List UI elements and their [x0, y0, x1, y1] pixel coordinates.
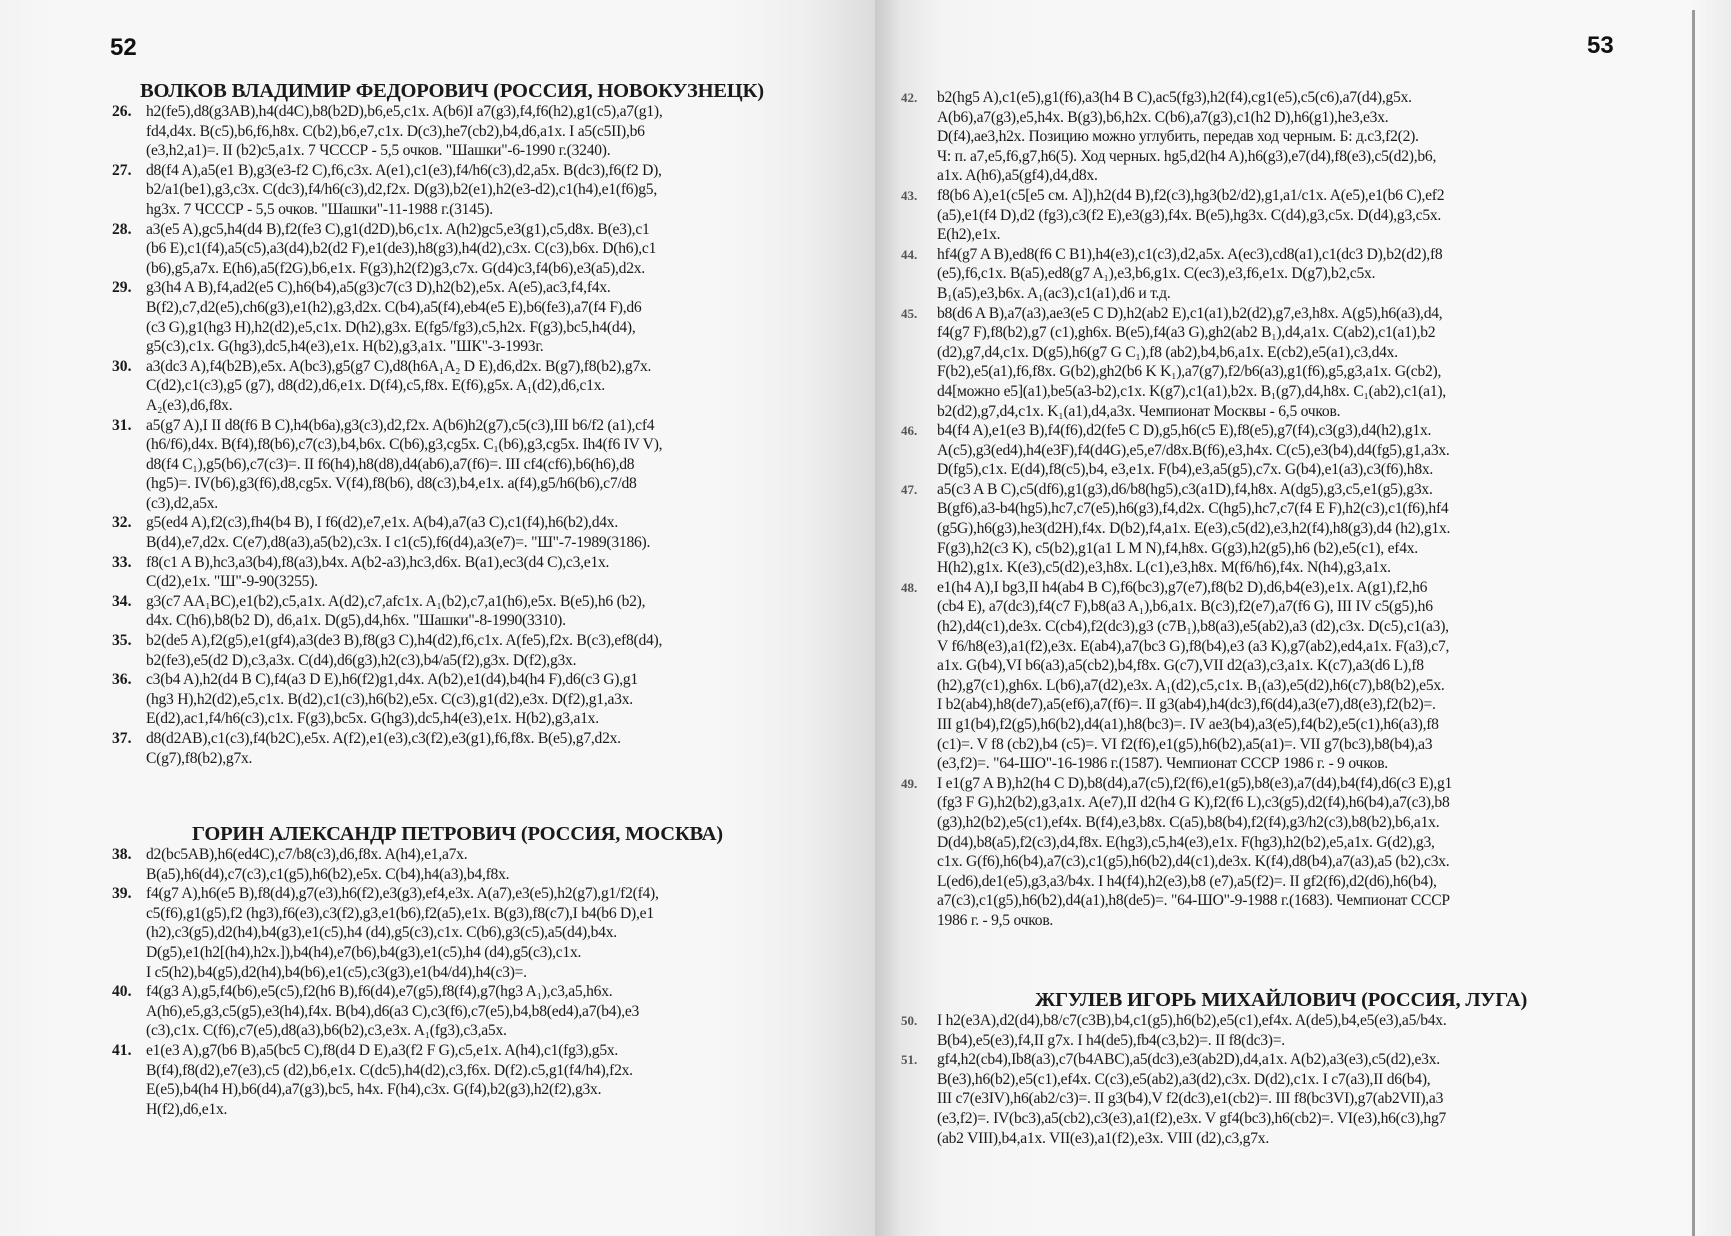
- entry-notation: [146, 1041, 812, 1119]
- notation-line: c1x. G(f6),h6(b4),a7(c3),c1(g5),h6(b2),d4(c1),de3x. K(f4),d8(b4),a7(a3),a5 (b2),c3x.: [937, 853, 1450, 871]
- notation-line: (h2),d4(c1),de3x. C(cb4),f2(dc3),g3 (c7B₁),b8(a3),e5(ab2),a3 (d2),c3x. D(c5),c1(a3),: [937, 618, 1449, 636]
- notation-line: III g1(b4),f2(g5),h6(b2),d4(a1),h8(bc3)=. IV ae3(b4),a3(e5),f4(b2),e5(c1),h6(a3),f8: [937, 716, 1439, 733]
- notation-line: (h2),c3(g5),d2(h4),b4(g3),e1(c5),h4 (d4),g5(c3),c1x. C(b6),g3(c5),a5(d4),b4x.: [146, 924, 617, 942]
- entry-item: [901, 480, 1681, 578]
- notation-line: (d2),g7,d4,c1x. D(g5),h6(g7 G C₁),f8 (ab2),b4,b6,a1x. E(cb2),e5(a1),c3,d4x.: [937, 343, 1398, 361]
- entry-notation: [146, 592, 812, 631]
- entry-number: 38.: [112, 846, 132, 863]
- notation-line: a1x. A(h6),a5(gf4),d4,d8x.: [937, 167, 1098, 185]
- notation-line: H(h2),g1x. K(e3),c5(d2),e3,h8x. L(c1),e3,h8x. M(f6/h6),f4x. N(h4),g3,a1x.: [937, 559, 1391, 577]
- notation-line: B(e3),h6(b2),e5(c1),ef4x. C(c3),e5(ab2),a3(d2),c3x. D(d2),c1x. I c7(a3),II d6(b4),: [937, 1070, 1431, 1088]
- entry-number: 40.: [112, 983, 132, 1001]
- entry-number: 33.: [112, 553, 132, 571]
- entry-list-zhgulev: [901, 1011, 1681, 1148]
- notation-line: D(d4),b8(a5),f2(c3),d4,f8x. E(hg3),c5,h4(e3),e1x. F(hg3),h2(b2),e5,a1x. G(d2),g3,: [937, 833, 1435, 851]
- notation-line: (cb4 E), a7(dc3),f4(c7 F),b8(a3 A₁),b6,a1x. B(c3),f2(e7),a7(f6 G), III IV c5(g5),h6: [937, 598, 1433, 616]
- notation-line: c3(b4 A),h2(d4 B C),f4(a3 D E),h6(f2)g1,d4x. A(b2),e1(d4),b4(h4 F),d6(c3 G),g1: [146, 671, 638, 689]
- notation-line: (e3,f2)=. "64-ШО"-16-1986 г.(1587). Чемпионат СССР 1986 г. - 9 очков.: [937, 755, 1388, 773]
- entry-number: 39.: [112, 885, 132, 903]
- entry-item: [112, 729, 812, 768]
- entry-notation: [146, 357, 812, 416]
- entry-item: [112, 592, 812, 631]
- notation-line: d8(f4 C₁),g5(b6),c7(c3)=. II f6(h4),h8(d8),d4(ab6),a7(f6)=. III cf4(cf6),b6(h6),d8: [146, 455, 635, 473]
- section-heading-zhgulev: ЖГУЛЕВ ИГОРЬ МИХАЙЛОВИЧ (РОССИЯ, ЛУГА): [1035, 989, 1528, 1011]
- notation-line: g5(c3),c1x. G(hg3),dc5,h4(e3),e1x. H(b2),g3,a1x. "ШК"-3-1993г.: [146, 338, 544, 356]
- notation-line: B(f4),f8(d2),e7(e3),c5 (d2),b6,e1x. C(dc5),h4(d2),c3,f6x. D(f2).c5,g1(f4/h4),f2x.: [146, 1061, 633, 1079]
- entry-item: [112, 884, 812, 982]
- entry-notation: [937, 88, 1681, 186]
- notation-line: d2(bc5AB),h6(ed4C),c7/b8(c3),d6,f8x. A(h4),e1,a7x.: [146, 846, 468, 863]
- notation-line: f8(b6 A),e1(c5[e5 см. A]),h2(d4 B),f2(c3),hg3(b2/d2),g1,a1/c1x. A(e5),e1(b6 C),ef2: [937, 186, 1445, 204]
- entry-notation: [146, 631, 812, 670]
- entry-item: [112, 1041, 812, 1119]
- notation-line: b8(d6 A B),a7(a3),ae3(e5 C D),h2(ab2 E),c1(a1),b2(d2),g7,e3,h8x. A(g5),h6(a3),d4,: [937, 304, 1443, 322]
- notation-line: f4(g7 F),f8(b2),g7 (c1),gh6x. B(e5),f4(a3 G),gh2(ab2 B₁),d4,a1x. C(ab2),c1(a1),b2: [937, 324, 1436, 342]
- notation-line: (e5),f6,c1x. B(a5),ed8(g7 A₁),e3,b6,g1x. C(ec3),e3,f6,e1x. D(g7),b2,c5x.: [937, 265, 1376, 283]
- notation-line: hf4(g7 A B),ed8(f6 C B1),h4(e3),c1(c3),d2,a5x. A(ec3),cd8(a1),c1(dc3 D),b2(d2),f8: [937, 245, 1443, 263]
- notation-line: h2(fe5),d8(g3AB),h4(d4C),b8(b2D),b6,e5,c1x. A(b6)I a7(g3),f4,f6(h2),g1(c5),a7(g1),: [146, 103, 663, 120]
- notation-line: d4[можно e5](a1),be5(a3-b2),c1x. K(g7),c1(a1),b2x. B₁(g7),d4,h8x. C₁(ab2),c1(a1),: [937, 382, 1446, 400]
- entry-item: [901, 774, 1681, 931]
- entry-notation: [146, 553, 812, 592]
- notation-line: d8(d2AB),c1(c3),f4(b2C),e5x. A(f2),e1(e3),c3(f2),e3(g1),f6,f8x. B(e5),g7,d2x.: [146, 730, 621, 747]
- entry-item: [112, 416, 812, 514]
- notation-line: a7(c3),c1(g5),h6(b2),d4(a1),h8(de5)=. "64-ШО"-9-1988 г.(1683). Чемпионат СССР: [937, 892, 1450, 910]
- entry-item: [112, 631, 812, 670]
- notation-line: A(b6),a7(g3),e5,h4x. B(g3),b6,h2x. C(b6),a7(g3),c1(h2 D),h6(g1),he3,e3x.: [937, 108, 1389, 126]
- notation-line: a5(g7 A),I II d8(f6 B C),h4(b6a),g3(c3),d2,f2x. A(b6)h2(g7),c5(c3),III b6/f2 (a1),cf4: [146, 416, 655, 434]
- notation-line: B(d4),e7,d2x. C(e7),d8(a3),a5(b2),c3x. I c1(c5),f6(d4),a3(e7)=. "Ш"-7-1989(3186).: [146, 534, 651, 552]
- notation-line: b2(de5 A),f2(g5),e1(gf4),a3(de3 B),f8(g3 C),h4(d2),f6,c1x. A(fe5),f2x. B(c3),ef8(d4),: [146, 632, 663, 650]
- notation-line: 1986 г. - 9,5 очков.: [937, 911, 1054, 929]
- notation-line: (c3 G),g1(hg3 H),h2(d2),e5,c1x. D(h2),g3x. E(fg5/fg3),c5,h2x. F(g3),bc5,h4(d4),: [146, 318, 636, 336]
- section-heading-gorin: ГОРИН АЛЕКСАНДР ПЕТРОВИЧ (РОССИЯ, МОСКВА): [192, 823, 723, 845]
- entry-number: 31.: [112, 416, 132, 434]
- page-number-left: 52: [110, 34, 137, 61]
- entry-item: [112, 220, 812, 279]
- notation-line: a5(c3 A B C),c5(df6),g1(g3),d6/b8(hg5),c3(a1D),f4,h8x. A(dg5),g3,c5,e1(g5),g3x.: [937, 480, 1433, 498]
- entry-number: 35.: [112, 632, 132, 650]
- notation-line: D(f4),ae3,h2x. Позицию можно углубить, передав ход черным. Б: д.c3,f2(2).: [937, 128, 1419, 146]
- entry-item: [112, 845, 812, 884]
- entry-notation: [146, 220, 812, 279]
- notation-line: b2(hg5 A),c1(e5),g1(f6),a3(h4 B C),ac5(fg3),h2(f4),cg1(e5),c5(c6),a7(d4),g5x.: [937, 89, 1412, 106]
- notation-line: B(a5),h6(d4),c7(c3),c1(g5),h6(b2),e5x. C(b4),h4(a3),b4,f8x.: [146, 865, 510, 883]
- notation-line: e1(h4 A),I bg3,II h4(ab4 B C),f6(bc3),g7(e7),f8(b2 D),d6,b4(e3),e1x. A(g1),f2,h6: [937, 578, 1428, 596]
- entry-item: [112, 982, 812, 1041]
- entry-item: [901, 304, 1681, 422]
- entry-number: 29.: [112, 279, 132, 297]
- notation-line: a3(e5 A),gc5,h4(d4 B),f2(fe3 C),g1(d2D),b6,c1x. A(h2)gc5,e3(g1),c5,d8x. B(e3),c1: [146, 220, 650, 238]
- entry-item: [901, 578, 1681, 774]
- entry-number: 42.: [901, 90, 918, 105]
- notation-line: D(fg5),c1x. E(d4),f8(c5),b4, e3,e1x. F(b4),e3,a5(g5),c7x. G(b4),e1(a3),c3(f6),h8x.: [937, 461, 1434, 479]
- entry-notation: [937, 245, 1681, 304]
- notation-line: f4(g3 A),g5,f4(b6),e5(c5),f2(h6 B),f6(d4),e7(g5),f8(f4),g7(hg3 A₁),c3,a5,h6x.: [146, 983, 613, 1001]
- entry-item: [112, 357, 812, 416]
- notation-line: d8(f4 A),a5(e1 B),g3(e3-f2 C),f6,c3x. A(e1),c1(e3),f4/h6(c3),d2,a5x. B(dc3),f6(f2 D),: [146, 161, 662, 179]
- notation-line: c5(f6),g1(g5),f2 (hg3),f6(e3),c3(f2),g3,e1(b6),f2(a5),e1x. B(g3),f8(c7),I b4(b6 D),e1: [146, 904, 654, 922]
- notation-line: E(e5),b4(h4 H),b6(d4),a7(g3),bc5, h4x. F(h4),c3x. G(f4),b2(g3),h2(f2),g3x.: [146, 1081, 602, 1099]
- entry-notation: [146, 884, 812, 982]
- notation-line: (h6/f6),d4x. B(f4),f8(b6),c7(c3),b4,b6x. C(b6),g3,cg5x. C₁(b6),g3,cg5x. Ih4(f6 IV V),: [146, 436, 663, 454]
- notation-line: A(h6),e5,g3,c5(g5),e3(h4),f4x. B(b4),d6(a3 C),c3(f6),c7(e5),b4,b8(ed4),a7(b4),e3: [146, 1002, 640, 1020]
- notation-line: g3(h4 A B),f4,ad2(e5 C),h6(b4),a5(g3)c7(c3 D),h2(b2),e5x. A(e5),ac3,f4,f4x.: [146, 279, 611, 297]
- entry-item: [901, 186, 1681, 245]
- entry-list-continued: [901, 88, 1681, 931]
- notation-line: (g5G),h6(g3),he3(d2H),f4x. D(b2),f4,a1x. E(e3),c5(d2),e3,h2(f4),h8(g3),d4 (h2),g1x.: [937, 520, 1451, 538]
- notation-line: C(d2),e1x. "Ш"-9-90(3255).: [146, 573, 318, 591]
- notation-line: I c5(h2),b4(g5),d2(h4),b4(b6),e1(c5),c3(g3),e1(b4/d4),h4(c3)=.: [146, 963, 527, 981]
- entry-number: 47.: [901, 481, 918, 497]
- entry-number: 37.: [112, 730, 132, 747]
- entry-number: 45.: [901, 305, 918, 321]
- entry-number: 30.: [112, 357, 132, 375]
- notation-line: Ч: п. a7,e5,f6,g7,h6(5). Ход черных. hg5,d2(h4 A),h6(g3),e7(d4),f8(e3),c5(d2),b6,: [937, 147, 1437, 165]
- notation-line: (e3,h2,a1)=. II (b2)c5,a1x. 7 ЧСССР - 5,5 очков. "Шашки"-6-1990 г.(3240).: [146, 142, 611, 160]
- entry-number: 32.: [112, 514, 132, 532]
- entry-notation: [937, 480, 1681, 578]
- entry-notation: [146, 513, 812, 552]
- entry-item: [901, 421, 1681, 480]
- notation-line: B(f2),c7,d2(e5),ch6(g3),e1(h2),g3,d2x. C(b4),a5(f4),eb4(e5 E),b6(fe3),a7(f4 F),d6: [146, 298, 642, 316]
- notation-line: gf4,h2(cb4),Ib8(a3),c7(b4ABC),a5(dc3),e3(ab2D),d4,a1x. A(b2),a3(e3),c5(d2),e3x.: [937, 1051, 1440, 1069]
- entry-notation: [146, 161, 812, 220]
- notation-line: b2(d2),g7,d4,c1x. K₁(a1),d4,a3x. Чемпионат Москвы - 6,5 очков.: [937, 402, 1341, 420]
- notation-line: fd4,d4x. B(c5),b6,f6,h8x. C(b2),b6,e7,c1x. D(c3),he7(cb2),b4,d6,a1x. I a5(c5II),b6: [146, 122, 645, 140]
- entry-list-volkov: [112, 102, 812, 768]
- notation-line: f8(c1 A B),hc3,a3(b4),f8(a3),b4x. A(b2-a3),hc3,d6x. B(a1),ec3(d4 C),c3,e1x.: [146, 553, 610, 571]
- notation-line: f4(g7 A),h6(e5 B),f8(d4),g7(e3),h6(f2),e3(g3),ef4,e3x. A(a7),e3(e5),h2(g7),g1/f2(f4),: [146, 885, 659, 903]
- notation-line: (fg3 F G),h2(b2),g3,a1x. A(e7),II d2(h4 G K),f2(f6 L),c3(g5),d2(f4),h6(b4),a7(c3),b8: [937, 794, 1450, 812]
- entry-item: [112, 670, 812, 729]
- notation-line: a3(dc3 A),f4(b2B),e5x. A(bc3),g5(g7 C),d8(h6A₁A₂ D E),d6,d2x. B(g7),f8(b2),g7x.: [146, 357, 652, 375]
- notation-line: b4(f4 A),e1(e3 B),f4(f6),d2(fe5 C D),g5,h6(c5 E),f8(e5),g7(f4),c3(g3),d4(h2),g1x.: [937, 422, 1432, 440]
- entry-notation: [937, 421, 1681, 480]
- entry-notation: [937, 186, 1681, 245]
- entry-list-gorin: [112, 845, 812, 1119]
- entry-item: [112, 553, 812, 592]
- notation-line: H(f2),d6,e1x.: [146, 1100, 228, 1118]
- entry-number: 36.: [112, 671, 132, 689]
- notation-line: D(g5),e1(h2[(h4),h2x.]),b4(h4),e7(b6),b4(g3),e1(c5),h4 (d4),g5(c3),c1x.: [146, 943, 582, 961]
- notation-line: b2/a1(be1),g3,c3x. C(dc3),f4/h6(c3),d2,f2x. D(g3),b2(e1),h2(e3-d2),c1(h4),e1(f6)g5,: [146, 181, 657, 199]
- notation-line: (b6 E),c1(f4),a5(c5),a3(d4),b2(d2 F),e1(de3),h8(g3),h4(d2),c3x. C(c3),b6x. D(h6),c1: [146, 240, 657, 258]
- entry-item: [112, 102, 812, 161]
- entry-number: 50.: [901, 1013, 918, 1028]
- notation-line: C(d2),c1(c3),g5 (g7), d8(d2),d6,e1x. D(f4),c5,f8x. E(f6),g5x. A₁(d2),d6,c1x.: [146, 377, 605, 395]
- entry-notation: [937, 1011, 1681, 1050]
- notation-line: A(c5),g3(ed4),h4(e3F),f4(d4G),e5,e7/d8x.B(f6),e3,h4x. C(c5),e3(b4),d4(fg5),g1,a3x.: [937, 441, 1450, 459]
- entry-notation: [146, 102, 812, 161]
- notation-line: B(gf6),a3-b4(hg5),hc7,c7(e5),h6(g3),f4,d2x. C(hg5),hc7,c7(f4 E F),h2(c3),c1(f6),hf4: [937, 500, 1449, 518]
- notation-line: b2(fe3),e5(d2 D),c3,a3x. C(d4),d6(g3),h2(c3),b4/a5(f2),g3x. D(f2),g3x.: [146, 651, 577, 669]
- notation-line: (a5),e1(f4 D),d2 (fg3),c3(f2 E),e3(g3),f4x. B(e5),hg3x. C(d4),g3,c5x. D(d4),g3,c5x.: [937, 206, 1442, 224]
- notation-line: d4x. C(h6),b8(b2 D), d6,a1x. D(g5),d4,h6x. "Шашки"-8-1990(3310).: [146, 612, 566, 630]
- entry-notation: [146, 278, 812, 356]
- entry-notation: [937, 1050, 1681, 1148]
- entry-notation: [146, 670, 812, 729]
- entry-item: [901, 88, 1681, 186]
- notation-line: L(ed6),de1(e5),g3,a3/b4x. I h4(f4),h2(e3),b8 (e7),a5(f2)=. II gf2(f6),d2(d6),h6(b4),: [937, 872, 1437, 890]
- entry-number: 46.: [901, 423, 918, 439]
- notation-line: hg3x. 7 ЧСССР - 5,5 очков. "Шашки"-11-1988 г.(3145).: [146, 200, 493, 218]
- section-heading-volkov: ВОЛКОВ ВЛАДИМИР ФЕДОРОВИЧ (РОССИЯ, НОВОКУЗНЕЦК): [140, 80, 764, 102]
- notation-line: C(g7),f8(b2),g7x.: [146, 749, 253, 767]
- notation-line: A₂(e3),d6,f8x.: [146, 396, 233, 414]
- entry-number: 43.: [901, 187, 918, 203]
- notation-line: (ab2 VIII),b4,a1x. VII(e3),a1(f2),e3x. VIII (d2),c3,g7x.: [937, 1129, 1269, 1147]
- entry-item: [901, 1011, 1681, 1050]
- notation-line: (g3),h2(b2),e5(c1),ef4x. B(f4),e3,b8x. C(a5),b8(b4),f2(f4),g3/h2(c3),b8(b2),b6,a1x.: [937, 813, 1440, 831]
- notation-line: e1(e3 A),g7(b6 B),a5(bc5 C),f8(d4 D E),a3(f2 F G),c5,e1x. A(h4),c1(fg3),g5x.: [146, 1041, 619, 1059]
- entry-notation: [146, 416, 812, 514]
- entry-notation: [937, 774, 1681, 931]
- entry-number: 34.: [112, 592, 132, 610]
- entry-notation: [146, 729, 812, 768]
- entry-number: 27.: [112, 161, 132, 179]
- notation-line: I e1(g7 A B),h2(h4 C D),b8(d4),a7(c5),f2(f6),e1(g5),b8(e3),a7(d4),b4(f4),d6(c3 E),g1: [937, 774, 1453, 792]
- notation-line: (hg5)=. IV(b6),g3(f6),d8,cg5x. V(f4),f8(b6), d8(c3),b4,e1x. a(f4),g5/h6(b6),c7/d8: [146, 475, 637, 493]
- notation-line: III c7(e3IV),h6(ab2/c3)=. II g3(b4),V f2(dc3),e1(cb2)=. III f8(bc3VI),g7(ab2VII),a3: [937, 1090, 1444, 1108]
- notation-line: (c1)=. V f8 (cb2),b4 (c5)=. VI f2(f6),e1(g5),h6(b2),a5(a1)=. VII g7(bc3),b8(b4),a3: [937, 735, 1433, 753]
- entry-item: [901, 245, 1681, 304]
- notation-line: (b6),g5,a7x. E(h6),a5(f2G),b6,e1x. F(g3),h2(f2)g3,c7x. G(d4)c3,f4(b6),e3(a5),d2x.: [146, 259, 645, 277]
- entry-number: 26.: [112, 103, 132, 120]
- right-page: [875, 0, 1731, 1236]
- entry-number: 44.: [901, 246, 918, 262]
- notation-line: (c3),d2,a5x.: [146, 494, 218, 512]
- entry-notation: [146, 982, 812, 1041]
- notation-line: E(h2),e1x.: [937, 226, 1001, 244]
- entry-number: 48.: [901, 579, 918, 595]
- entry-item: [901, 1050, 1681, 1148]
- notation-line: g5(ed4 A),f2(c3),fh4(b4 B), I f6(d2),e7,e1x. A(b4),a7(a3 C),c1(f4),h6(b2),d4x.: [146, 514, 618, 532]
- notation-line: F(g3),h2(c3 K), c5(b2),g1(a1 L M N),f4,h8x. G(g3),h2(g5),h6 (b2),e5(c1), ef4x.: [937, 539, 1418, 557]
- entry-notation: [937, 304, 1681, 422]
- entry-number: 51.: [901, 1052, 918, 1068]
- notation-line: (e3,f2)=. IV(bc3),a5(cb2),c3(e3),a1(f2),e3x. V gf4(bc3),h6(cb2)=. VI(e3),h6(c3),hg7: [937, 1109, 1447, 1127]
- page-number-right: 53: [1587, 32, 1614, 59]
- notation-line: g3(c7 AA₁BC),e1(b2),c5,a1x. A(d2),c7,afc1x. A₁(b2),c7,a1(h6),e5x. B(e5),h6 (b2),: [146, 592, 646, 610]
- entry-item: [112, 513, 812, 552]
- notation-line: (hg3 H),h2(d2),e5,c1x. B(d2),c1(c3),h6(b2),e5x. C(c3),g1(d2),e3x. D(f2),g1,a3x.: [146, 690, 633, 708]
- entry-number: 49.: [901, 775, 918, 791]
- notation-line: (h2),g7(c1),gh6x. L(b6),a7(d2),e3x. A₁(d2),c5,c1x. B₁(a3),e5(d2),h6(c7),b8(b2),e5x.: [937, 676, 1445, 694]
- entry-notation: [146, 845, 812, 884]
- entry-item: [112, 278, 812, 356]
- notation-line: V f6/h8(e3),a1(f2),e3x. E(ab4),a7(bc3 G),f8(b4),e3 (a3 K),g7(ab2),ed4,a1x. F(a3),c7,: [937, 637, 1450, 655]
- entry-item: [112, 161, 812, 220]
- notation-line: F(b2),e5(a1),f6,f8x. G(b2),gh2(b6 K K₁),a7(g7),f2/b6(a3),g1(f6),g5,g3,a1x. G(cb2),: [937, 363, 1442, 381]
- entry-notation: [937, 578, 1681, 774]
- notation-line: I h2(e3A),d2(d4),b8/c7(c3B),b4,c1(g5),h6(b2),e5(c1),ef4x. A(de5),b4,e5(e3),a5/b4x.: [937, 1012, 1447, 1029]
- entry-number: 28.: [112, 220, 132, 238]
- notation-line: (c3),c1x. C(f6),c7(e5),d8(a3),b6(b2),c3,e3x. A₁(fg3),c3,a5x.: [146, 1022, 507, 1040]
- notation-line: I b2(ab4),h8(de7),a5(ef6),a7(f6)=. II g3(ab4),h4(dc3),f6(d4),a3(e7),d8(e3),f2(b2)=.: [937, 696, 1436, 714]
- notation-line: a1x. G(b4),VI b6(a3),a5(cb2),b4,f8x. G(c7),VII d2(a3),c3,a1x. K(c7),a3(d6 L),f8: [937, 657, 1424, 675]
- notation-line: B₁(a5),e3,b6x. A₁(ac3),c1(a1),d6 и т.д.: [937, 284, 1171, 302]
- notation-line: B(b4),e5(e3),f4,II g7x. I h4(de5),fb4(c3,b2)=. II f8(dc3)=.: [937, 1031, 1285, 1049]
- notation-line: E(d2),ac1,f4/h6(c3),c1x. F(g3),bc5x. G(hg3),dc5,h4(e3),e1x. H(b2),g3,a1x.: [146, 710, 599, 728]
- entry-number: 41.: [112, 1041, 132, 1059]
